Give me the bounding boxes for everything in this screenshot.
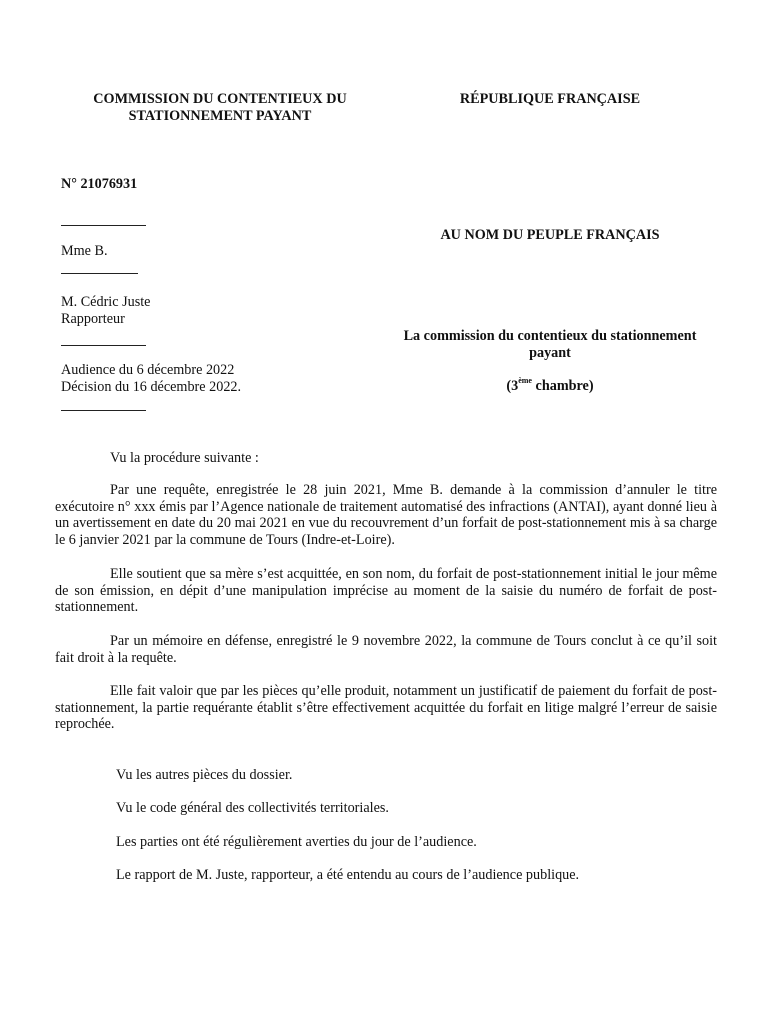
commission-title-line2: payant xyxy=(529,344,571,361)
chambre-number: (3 xyxy=(506,378,519,394)
separator-line xyxy=(61,225,146,227)
hearing-date: Audience du 6 décembre 2022 xyxy=(61,362,235,378)
commission-header-line2: STATIONNEMENT PAYANT xyxy=(128,107,312,124)
rapporteur-name: M. Cédric Juste xyxy=(61,294,151,310)
separator-line xyxy=(61,345,146,347)
parties-averties: Les parties ont été régulièrement averties du jour de l’audience. xyxy=(116,834,477,850)
dates-block xyxy=(61,362,241,395)
commission-header xyxy=(60,91,380,124)
paragraph-soutient: Elle soutient que sa mère s’est acquittée, en son nom, du forfait de post-stationnement initial le jour même de son émission, en dépit d’une manipulation imprécise au moment de la saisie du numéro de forfait de post-stationnement. xyxy=(55,566,717,616)
separator-line xyxy=(61,273,138,275)
rapporteur-block xyxy=(61,294,150,327)
commission-title-line1: La commission du contentieux du stationnement xyxy=(403,328,697,344)
paragraph-memoire: Par un mémoire en défense, enregistré le 9 novembre 2022, la commune de Tours conclut à ce qu’il soit fait droit à la requête. xyxy=(55,633,717,666)
decision-date: Décision du 16 décembre 2022. xyxy=(61,378,242,395)
chambre-text: chambre) xyxy=(531,378,594,394)
separator-line xyxy=(61,410,146,412)
rapport-entendu: Le rapport de M. Juste, rapporteur, a été entendu au cours de l’audience publique. xyxy=(116,867,580,883)
peuple-heading: AU NOM DU PEUPLE FRANÇAIS xyxy=(440,227,660,243)
case-number: N° 21076931 xyxy=(61,176,138,192)
chambre-superscript: ème xyxy=(518,376,532,386)
commission-title xyxy=(380,328,720,361)
vu-pieces: Vu les autres pièces du dossier. xyxy=(116,767,293,783)
vu-code: Vu le code général des collectivités territoriales. xyxy=(116,800,389,816)
commission-header-line1: COMMISSION DU CONTENTIEUX DU xyxy=(93,91,347,107)
rapporteur-title: Rapporteur xyxy=(61,310,125,327)
paragraph-requete: Par une requête, enregistrée le 28 juin 2021, Mme B. demande à la commission d’annuler le titre exécutoire n° xxx émis par l’Agence nationale de traitement automatisé des infractions (ANTAI), ayant donné lieu à un avertissement en date du 20 mai 2021 en vue du recouvrement d’un forfait de post-stationnement mis à sa charge le 6 janvier 2021 par la commune de Tours (Indre-et-Loire). xyxy=(55,482,717,548)
republic-header: RÉPUBLIQUE FRANÇAISE xyxy=(459,91,641,107)
chambre-label xyxy=(400,378,700,395)
vu-procedure: Vu la procédure suivante : xyxy=(110,450,259,466)
paragraph-fait-valoir: Elle fait valoir que par les pièces qu’elle produit, notamment un justificatif de paiement du forfait de post-stationnement, la partie requérante établit s’être effectivement acquittée du forfait en litige malgré l’erreur de saisie reprochée. xyxy=(55,683,717,733)
party-name: Mme B. xyxy=(61,243,108,259)
